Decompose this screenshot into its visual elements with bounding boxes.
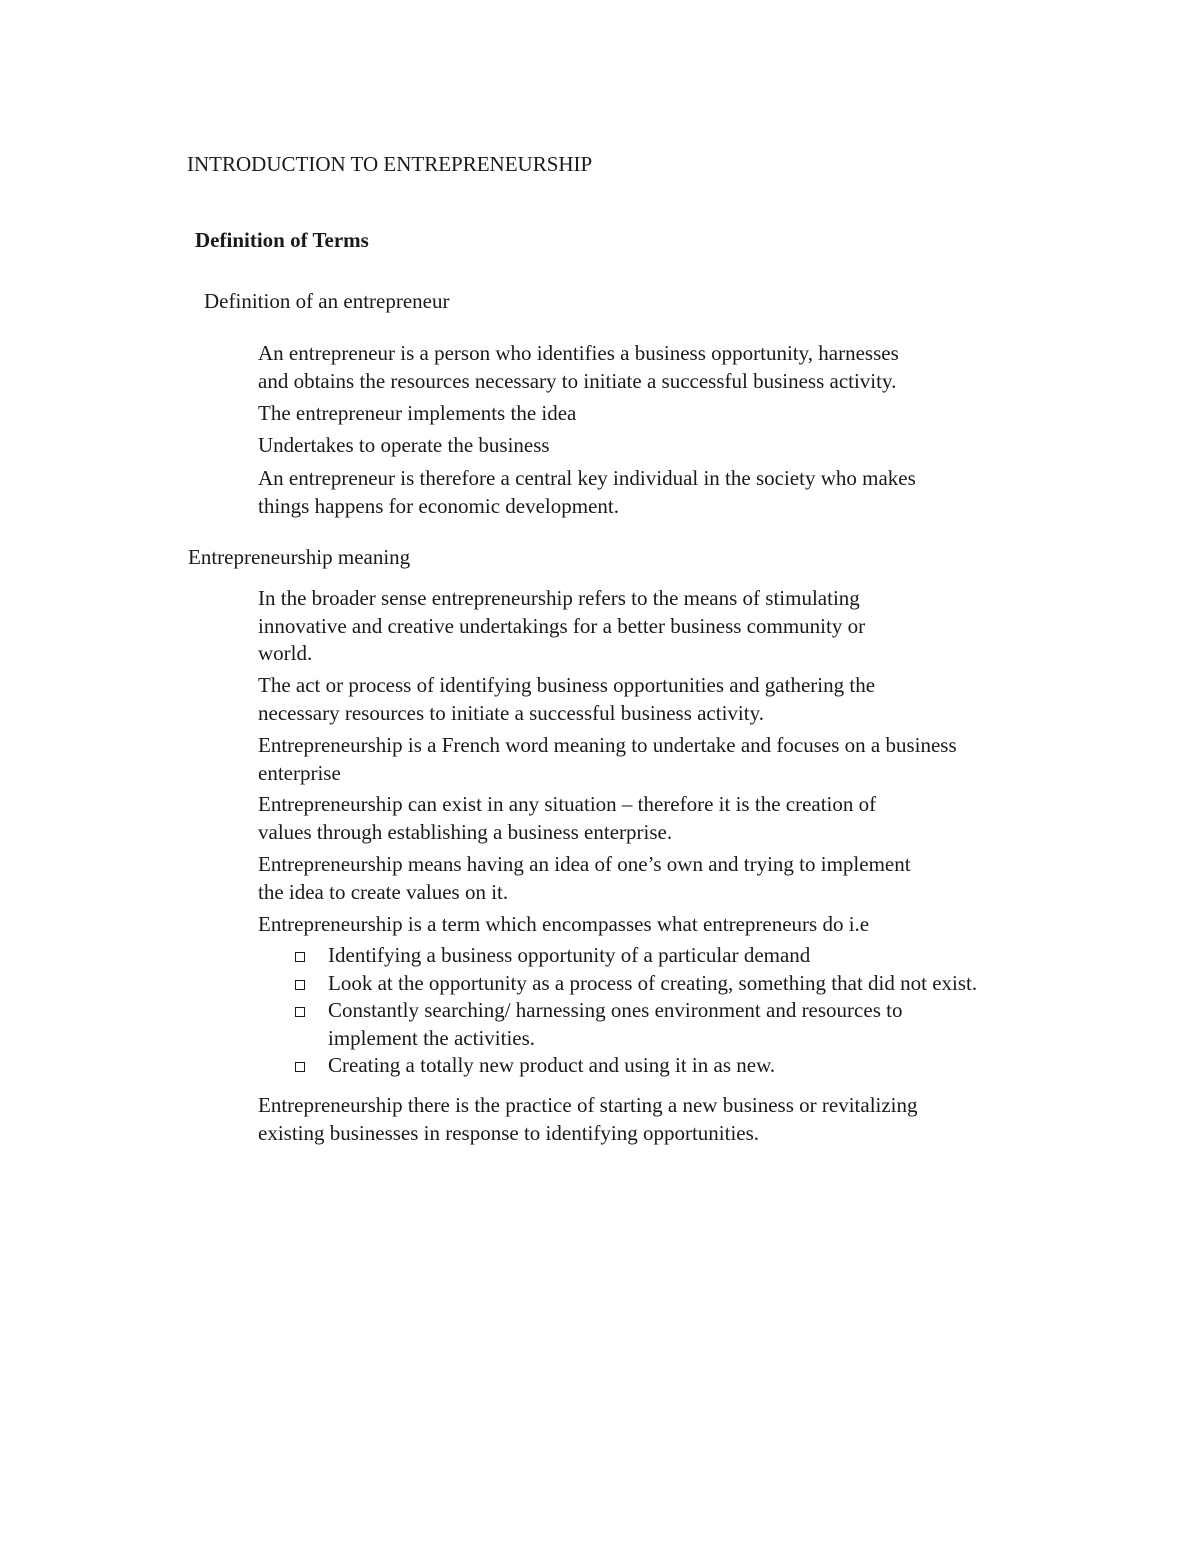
text-line: necessary resources to initiate a successful business activity.: [258, 700, 764, 725]
document-title: INTRODUCTION TO ENTREPRENEURSHIP: [187, 152, 593, 176]
paragraph: [258, 400, 576, 428]
square-bullet-icon: [295, 1007, 305, 1017]
text-line: Look at the opportunity as a process of creating, something that did not exist.: [328, 970, 978, 995]
text-line: enterprise: [258, 760, 341, 785]
text-line: The entrepreneur implements the idea: [258, 401, 577, 425]
text-line: values through establishing a business enterprise.: [258, 819, 673, 844]
text-line: innovative and creative undertakings for a better business community or: [258, 613, 866, 638]
text-line: existing businesses in response to identifying opportunities.: [258, 1120, 760, 1145]
paragraph: [258, 911, 869, 939]
paragraph: [258, 340, 899, 395]
list-item: [293, 970, 977, 998]
text-line: Entrepreneurship there is the practice of starting a new business or revitalizing: [258, 1093, 918, 1117]
text-line: Identifying a business opportunity of a particular demand: [328, 943, 811, 967]
square-bullet-icon: [295, 1062, 305, 1072]
text-line: things happens for economic development.: [258, 493, 619, 518]
paragraph: [258, 851, 911, 906]
section-heading-entrepreneurship-meaning: Entrepreneurship meaning: [188, 545, 411, 569]
text-line: Entrepreneurship means having an idea of one’s own and trying to implement: [258, 852, 911, 876]
section-heading-entrepreneur: Definition of an entrepreneur: [204, 289, 450, 313]
text-line: Entrepreneurship can exist in any situation – therefore it is the creation of: [258, 792, 877, 816]
list-item: [293, 942, 977, 970]
paragraph: [258, 1092, 918, 1147]
text-line: Entrepreneurship is a French word meaning to undertake and focuses on a business: [258, 733, 957, 757]
list-item: [293, 1052, 977, 1080]
paragraph: [258, 585, 865, 668]
document-subtitle: Definition of Terms: [195, 228, 369, 252]
paragraph: [258, 465, 916, 520]
text-line: Creating a totally new product and using it in as new.: [328, 1053, 776, 1077]
text-line: An entrepreneur is therefore a central key individual in the society who makes: [258, 466, 916, 490]
paragraph: [258, 732, 957, 787]
text-line: and obtains the resources necessary to initiate a successful business activity.: [258, 368, 897, 393]
text-line: Undertakes to operate the business: [258, 433, 550, 457]
text-line: The act or process of identifying business opportunities and gathering the: [258, 673, 876, 697]
paragraph: [258, 791, 876, 846]
text-line: In the broader sense entrepreneurship refers to the means of stimulating: [258, 586, 860, 610]
square-bullet-icon: [295, 980, 305, 990]
text-line: Entrepreneurship is a term which encompasses what entrepreneurs do i.e: [258, 912, 870, 936]
bullet-list: [293, 942, 977, 1080]
text-line: Constantly searching/ harnessing ones environment and resources to: [328, 998, 903, 1022]
list-item: [293, 997, 977, 1052]
paragraph: [258, 672, 875, 727]
text-line: An entrepreneur is a person who identifies a business opportunity, harnesses: [258, 341, 899, 365]
paragraph: [258, 432, 550, 460]
text-line: implement the activities.: [328, 1025, 536, 1050]
text-line: world.: [258, 641, 313, 665]
square-bullet-icon: [295, 952, 305, 962]
text-line: the idea to create values on it.: [258, 879, 509, 904]
